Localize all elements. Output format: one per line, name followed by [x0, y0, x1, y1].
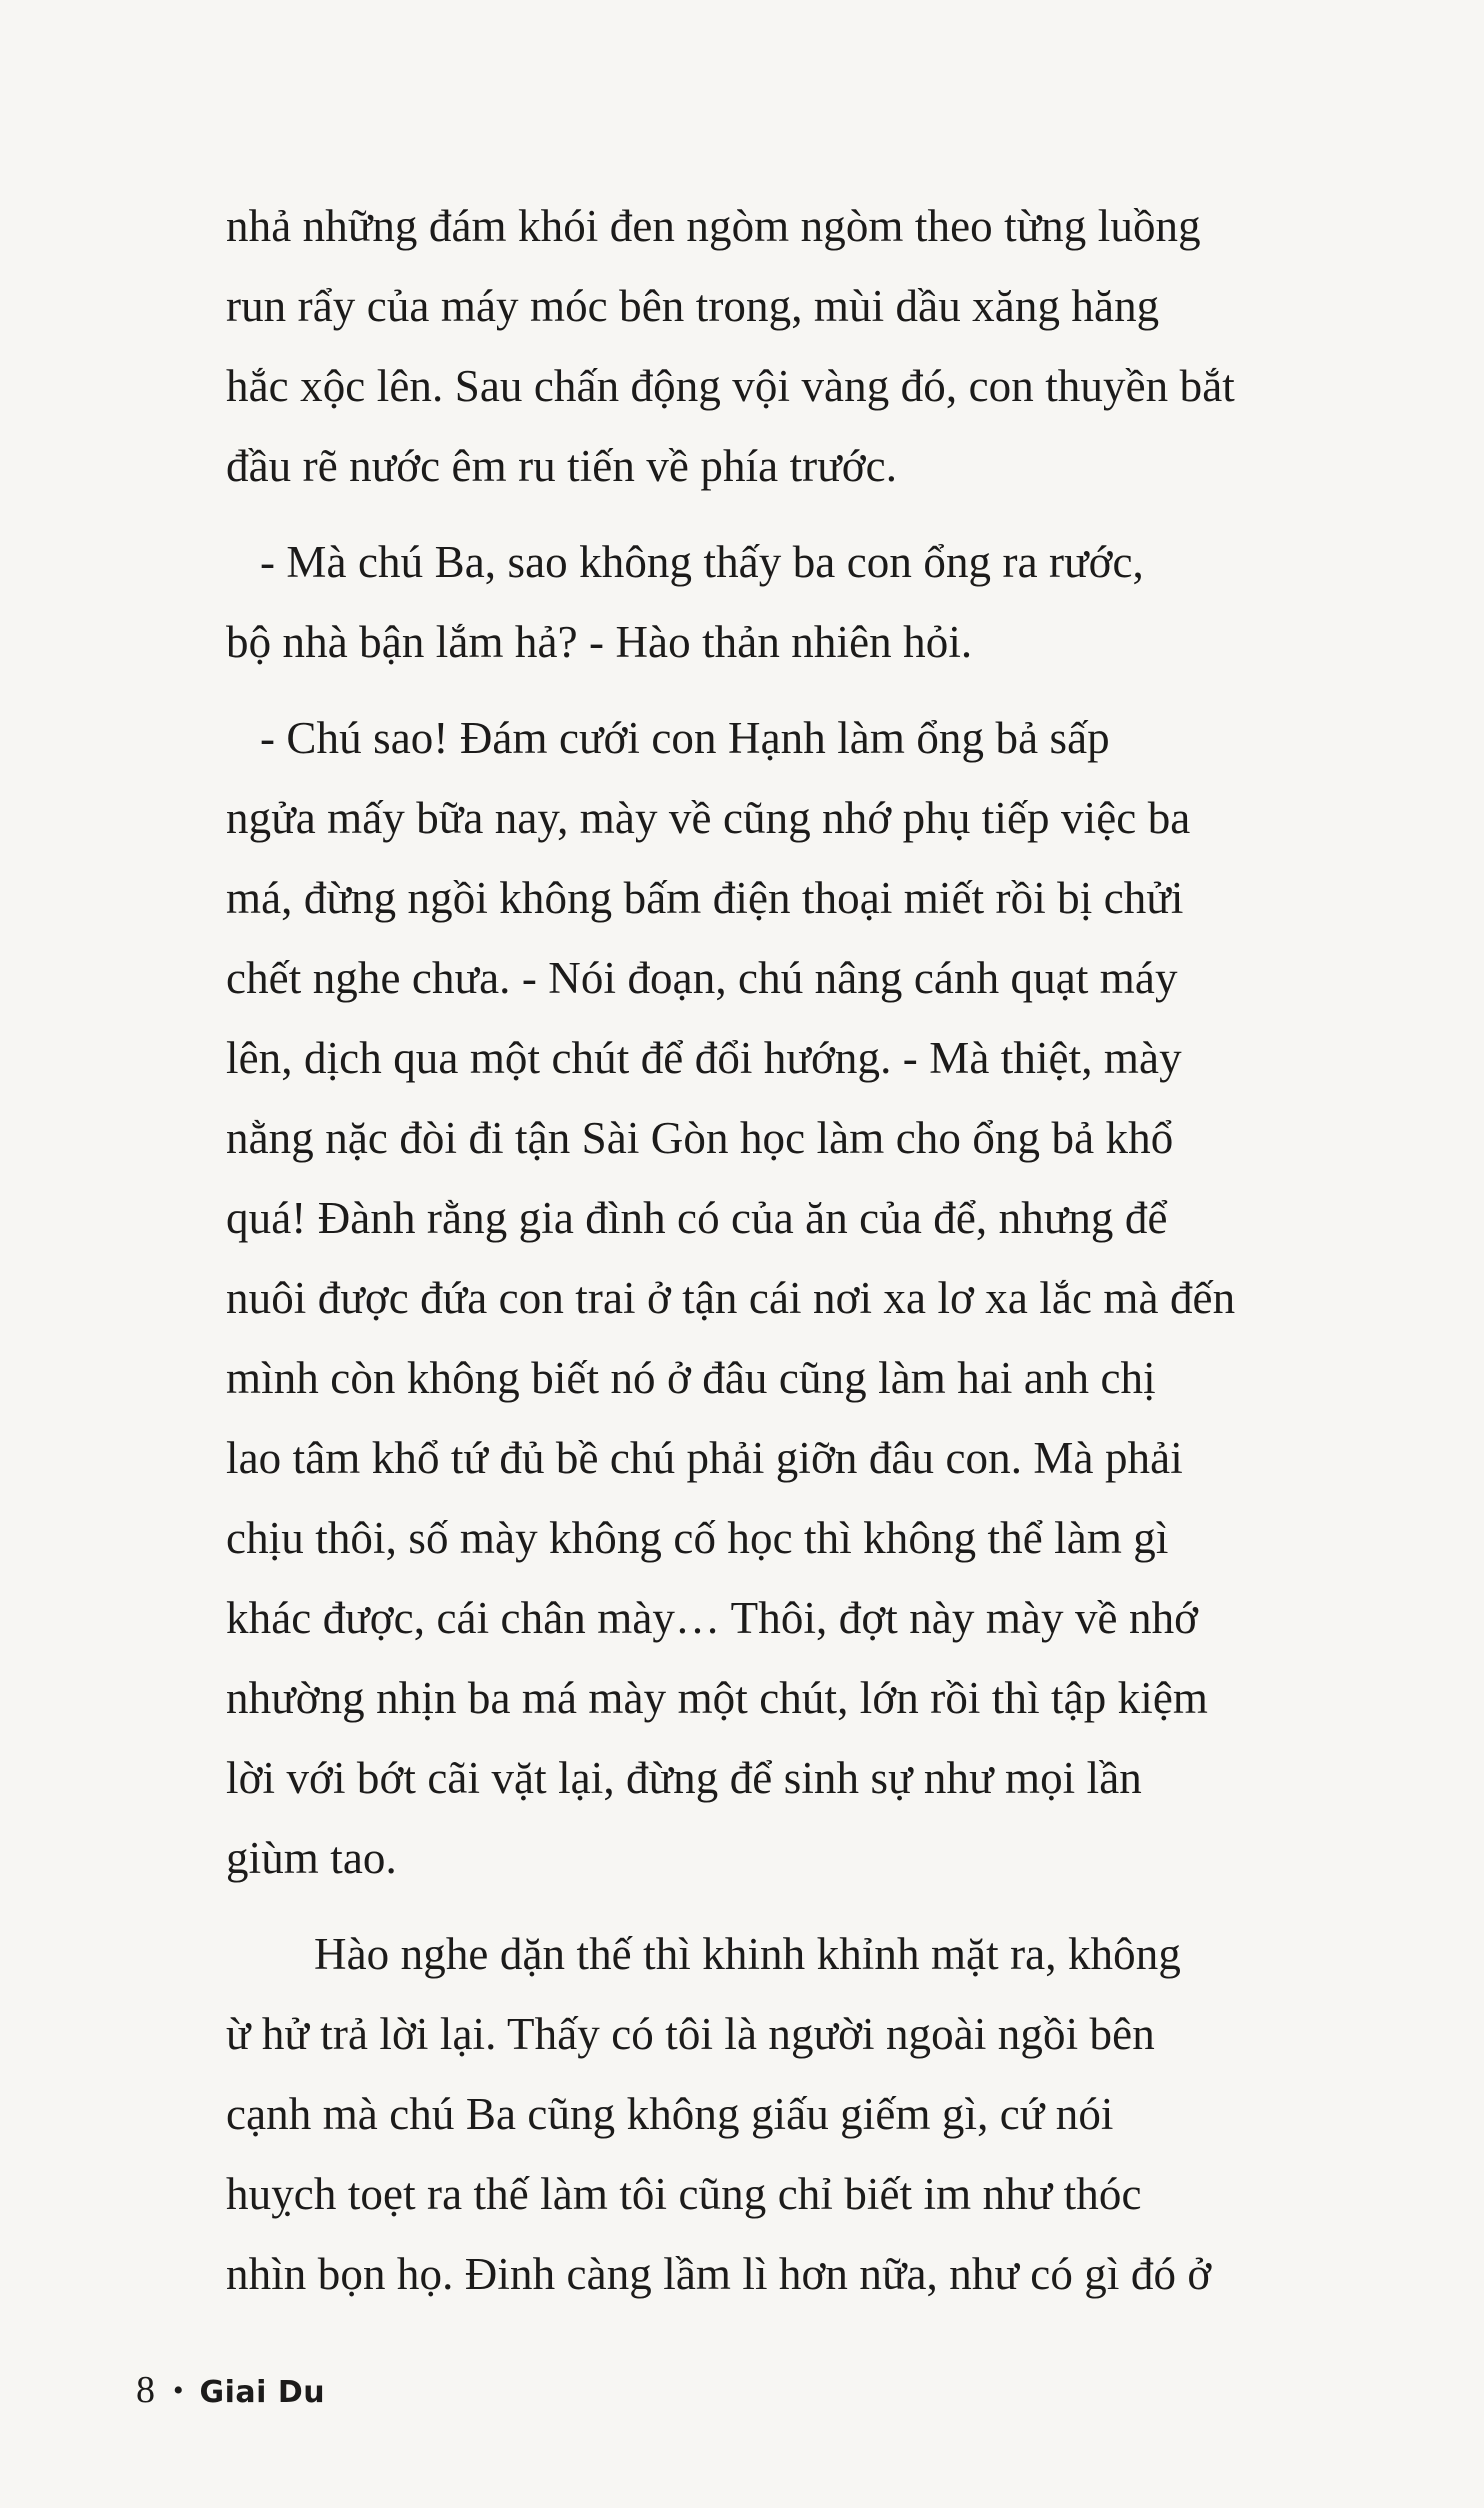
body-text — [226, 186, 1396, 2314]
paragraph — [226, 1914, 1396, 2314]
text-line: giùm tao. — [226, 1833, 397, 1883]
text-line: Hào nghe dặn thế thì khinh khỉnh mặt ra, không — [314, 1929, 1181, 1979]
text-line: hắc xộc lên. Sau chấn động vội vàng đó, con thuyền bắt — [226, 361, 1235, 411]
text-line: bộ nhà bận lắm hả? - Hào thản nhiên hỏi. — [226, 617, 973, 667]
text-line: khác được, cái chân mày… Thôi, đợt này mày về nhớ — [226, 1593, 1199, 1643]
text-line: ngửa mấy bữa nay, mày về cũng nhớ phụ tiếp việc ba — [226, 793, 1191, 843]
text-line: nằng nặc đòi đi tận Sài Gòn học làm cho ổng bả khổ — [226, 1113, 1174, 1163]
text-line: nhả những đám khói đen ngòm ngòm theo từng luồng — [226, 201, 1201, 251]
text-line: chịu thôi, số mày không cố học thì không thể làm gì — [226, 1513, 1169, 1563]
text-line: đầu rẽ nước êm ru tiến về phía trước. — [226, 441, 898, 491]
text-line: nuôi được đứa con trai ở tận cái nơi xa lơ xa lắc mà đến — [226, 1273, 1236, 1323]
paragraph — [226, 186, 1396, 506]
paragraph — [226, 522, 1396, 682]
text-line: chết nghe chưa. - Nói đoạn, chú nâng cánh quạt máy — [226, 953, 1178, 1003]
text-line: lời với bớt cãi vặt lại, đừng để sinh sự như mọi lần — [226, 1753, 1142, 1803]
text-line: lao tâm khổ tứ đủ bề chú phải giỡn đâu con. Mà phải — [226, 1433, 1183, 1483]
text-line: - Mà chú Ba, sao không thấy ba con ổng ra rước, — [260, 537, 1144, 587]
text-line: lên, dịch qua một chút để đổi hướng. - Mà thiệt, mày — [226, 1033, 1182, 1083]
text-line: huỵch toẹt ra thế làm tôi cũng chỉ biết im như thóc — [226, 2169, 1142, 2219]
text-line: nhìn bọn họ. Đinh càng lầm lì hơn nữa, như có gì đó ở — [226, 2249, 1212, 2299]
text-line: nhường nhịn ba má mày một chút, lớn rồi thì tập kiệm — [226, 1673, 1209, 1723]
text-line: - Chú sao! Đám cưới con Hạnh làm ổng bả sấp — [260, 713, 1110, 763]
author-name: Giai Du — [199, 2375, 326, 2410]
text-line: má, đừng ngồi không bấm điện thoại miết rồi bị chửi — [226, 873, 1184, 923]
page-footer — [136, 2360, 325, 2420]
page-number: 8 — [136, 2369, 155, 2411]
bullet-separator: • — [173, 2374, 184, 2407]
text-line: cạnh mà chú Ba cũng không giấu giếm gì, cứ nói — [226, 2089, 1114, 2139]
text-line: mình còn không biết nó ở đâu cũng làm hai anh chị — [226, 1353, 1156, 1403]
text-line: ừ hử trả lời lại. Thấy có tôi là người ngoài ngồi bên — [226, 2009, 1155, 2059]
text-line: run rẩy của máy móc bên trong, mùi dầu xăng hăng — [226, 281, 1160, 331]
text-line: quá! Đành rằng gia đình có của ăn của để, nhưng để — [226, 1193, 1168, 1243]
paragraph — [226, 698, 1396, 1898]
